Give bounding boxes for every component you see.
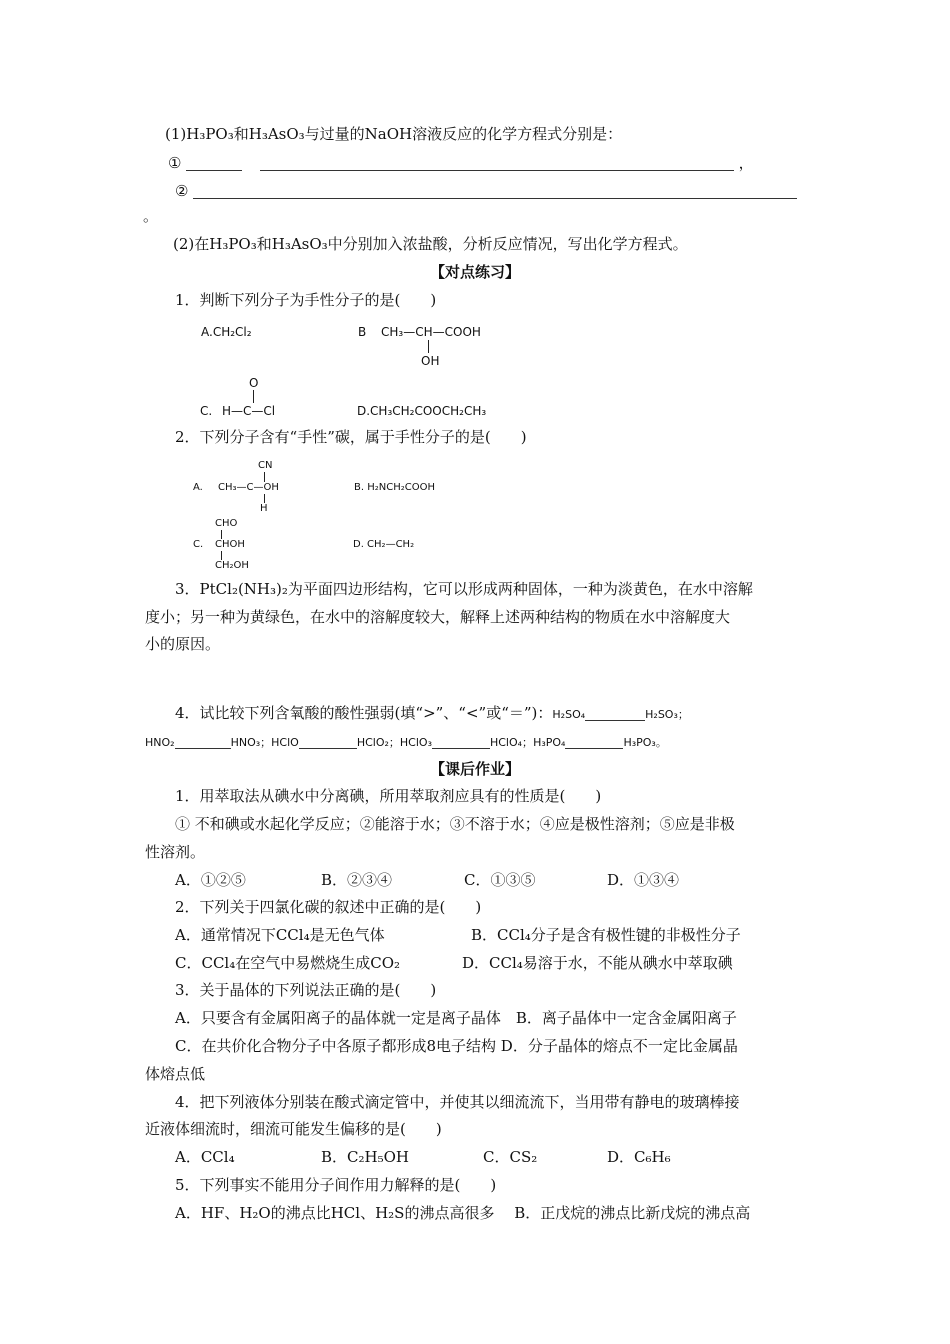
- formula: HClO₄；: [489, 736, 534, 749]
- formula: H₃PO₄: [533, 736, 566, 749]
- q2-option-c-line2: CHOH: [215, 539, 245, 550]
- practice-q1-stem: 1．判断下列分子为手性分子的是( ): [175, 291, 437, 309]
- homework-q5-stem: 5．下列事实不能用分子间作用力解释的是( ): [175, 1176, 497, 1194]
- answer-blank[interactable]: [432, 734, 490, 749]
- option-c[interactable]: C．①③⑤: [464, 871, 536, 889]
- option-a[interactable]: A．通常情况下CCl₄是无色气体: [175, 926, 385, 944]
- option-c[interactable]: C．CCl₄在空气中易燃烧生成CO₂: [175, 954, 401, 972]
- practice-q3-line3: 小的原因。: [145, 635, 221, 653]
- answer-blank[interactable]: [186, 156, 242, 171]
- answer-blank[interactable]: [175, 734, 231, 749]
- option-a[interactable]: A．CCl₄: [175, 1148, 235, 1166]
- answer-blank[interactable]: [299, 734, 357, 749]
- bond-line: [264, 494, 265, 503]
- q2-option-a-bottom: H: [260, 503, 268, 514]
- comma-mark: ，: [738, 154, 754, 172]
- q1-option-c-chain: H—C—Cl: [222, 404, 276, 418]
- homework-q4-options: [175, 1147, 671, 1167]
- option-c[interactable]: C．CS₂: [483, 1148, 538, 1166]
- bond-line: [428, 340, 429, 353]
- q2-option-d: D. CH₂—CH₂: [353, 539, 415, 550]
- homework-q5-ab: A．HF、H₂O的沸点比HCl、H₂S的沸点高很多 B．正戊烷的沸点比新戊烷的沸点高: [175, 1204, 751, 1222]
- answer-blank[interactable]: [585, 706, 645, 721]
- homework-q1-stem: 1．用萃取法从碘水中分离碘，所用萃取剂应具有的性质是( ): [175, 787, 602, 805]
- section-title-practice: 【对点练习】: [429, 263, 520, 281]
- option-b[interactable]: B．②③④: [321, 871, 393, 889]
- practice-q2-stem: 2．下列分子含有“手性”碳，属于手性分子的是( ): [175, 428, 527, 446]
- q1-option-c-top: O: [249, 376, 259, 390]
- homework-q1-line2: ① 不和碘或水起化学反应；②能溶于水；③不溶于水；④应是极性溶剂；⑤应是非极: [175, 815, 735, 833]
- q2-option-b: B. H₂NCH₂COOH: [354, 482, 435, 493]
- formula: HClO₃: [399, 736, 432, 749]
- section-title-homework: 【课后作业】: [429, 760, 520, 778]
- bond-line: [253, 390, 254, 403]
- practice-q4-line2: [145, 731, 667, 753]
- option-d[interactable]: D．CCl₄易溶于水，不能从碘水中萃取碘: [462, 954, 733, 972]
- answer-line-1: [168, 153, 754, 173]
- bond-line: [221, 551, 222, 560]
- q1-option-b-label: B: [358, 325, 367, 339]
- option-d[interactable]: D．①③④: [607, 871, 680, 889]
- q1-option-c-label: C.: [200, 404, 213, 418]
- question-two-line: (2)在H₃PO₃和H₃AsO₃中分别加入浓盐酸，分析反应情况，写出化学方程式。: [173, 235, 688, 253]
- homework-q4-line1: 4．把下列液体分别装在酸式滴定管中，并使其以细流流下，当用带有静电的玻璃棒接: [175, 1093, 740, 1111]
- formula: HNO₂: [145, 736, 175, 749]
- practice-q3-line1: 3．PtCl₂(NH₃)₂为平面四边形结构，它可以形成两种固体，一种为淡黄色，在水中溶解: [175, 580, 753, 598]
- homework-q1-options: [175, 870, 679, 890]
- homework-q3-ab: A．只要含有金属阳离子的晶体就一定是离子晶体 B．离子晶体中一定含金属阳离子: [175, 1009, 737, 1027]
- q2-option-a-label: A.: [193, 482, 203, 493]
- q2-option-c-label: C.: [193, 539, 204, 550]
- answer-blank[interactable]: [260, 156, 734, 171]
- formula: HClO: [271, 736, 299, 749]
- option-a[interactable]: A．①②⑤: [175, 871, 246, 889]
- homework-q3-cd-cont: 体熔点低: [145, 1065, 206, 1083]
- answer-line-2: [175, 181, 797, 201]
- homework-q2-cd: [175, 953, 733, 973]
- homework-q3-stem: 3．关于晶体的下列说法正确的是( ): [175, 981, 437, 999]
- formula: H₂SO₃；: [645, 708, 689, 721]
- q2-option-c-line1: CHO: [215, 518, 238, 529]
- formula: HNO₃；: [230, 736, 272, 749]
- q1-option-a: A.CH₂Cl₂: [201, 325, 252, 339]
- period-mark: 。: [143, 207, 159, 225]
- homework-q3-cd: C．在共价化合物分子中各原子都形成8电子结构 D．分子晶体的熔点不一定比金属晶: [175, 1037, 738, 1055]
- answer-blank[interactable]: [565, 734, 623, 749]
- q1-option-d: D.CH₃CH₂COOCH₂CH₃: [357, 404, 487, 418]
- homework-q2-ab: [175, 925, 741, 945]
- homework-q1-line3: 性溶剂。: [145, 843, 206, 861]
- homework-q4-line2: 近液体细流时，细流可能发生偏移的是( ): [145, 1120, 442, 1138]
- homework-q2-stem: 2．下列关于四氯化碳的叙述中正确的是( ): [175, 898, 482, 916]
- q4-prompt: 4．试比较下列含氧酸的酸性强弱(填“>”、“<”或“＝”)：: [175, 704, 553, 722]
- option-d[interactable]: D．C₆H₆: [607, 1148, 671, 1166]
- q1-option-b-substituent: OH: [421, 354, 440, 368]
- formula: H₃PO₃。: [623, 736, 667, 749]
- formula: HClO₂；: [356, 736, 400, 749]
- q2-option-a-top: CN: [258, 460, 273, 471]
- bond-line: [264, 472, 265, 482]
- answer-blank[interactable]: [193, 184, 797, 199]
- formula: H₂SO₄: [552, 708, 586, 721]
- question-intro-line: (1)H₃PO₃和H₃AsO₃与过量的NaOH溶液反应的化学方程式分别是：: [165, 125, 623, 143]
- circle-one-marker: ①: [168, 154, 182, 172]
- option-b[interactable]: B．C₂H₅OH: [321, 1148, 409, 1166]
- practice-q3-line2: 度小；另一种为黄绿色，在水中的溶解度较大，解释上述两种结构的物质在水中溶解度大: [145, 608, 731, 626]
- option-b[interactable]: B．CCl₄分子是含有极性键的非极性分子: [471, 926, 741, 944]
- q2-option-a-chain: CH₃—C—OH: [218, 482, 279, 493]
- q2-option-c-line3: CH₂OH: [215, 560, 249, 571]
- circle-two-marker: ②: [175, 182, 189, 200]
- q1-option-b-chain: CH₃—CH—COOH: [381, 325, 481, 339]
- practice-q4-line1: [175, 703, 689, 725]
- bond-line: [221, 530, 222, 539]
